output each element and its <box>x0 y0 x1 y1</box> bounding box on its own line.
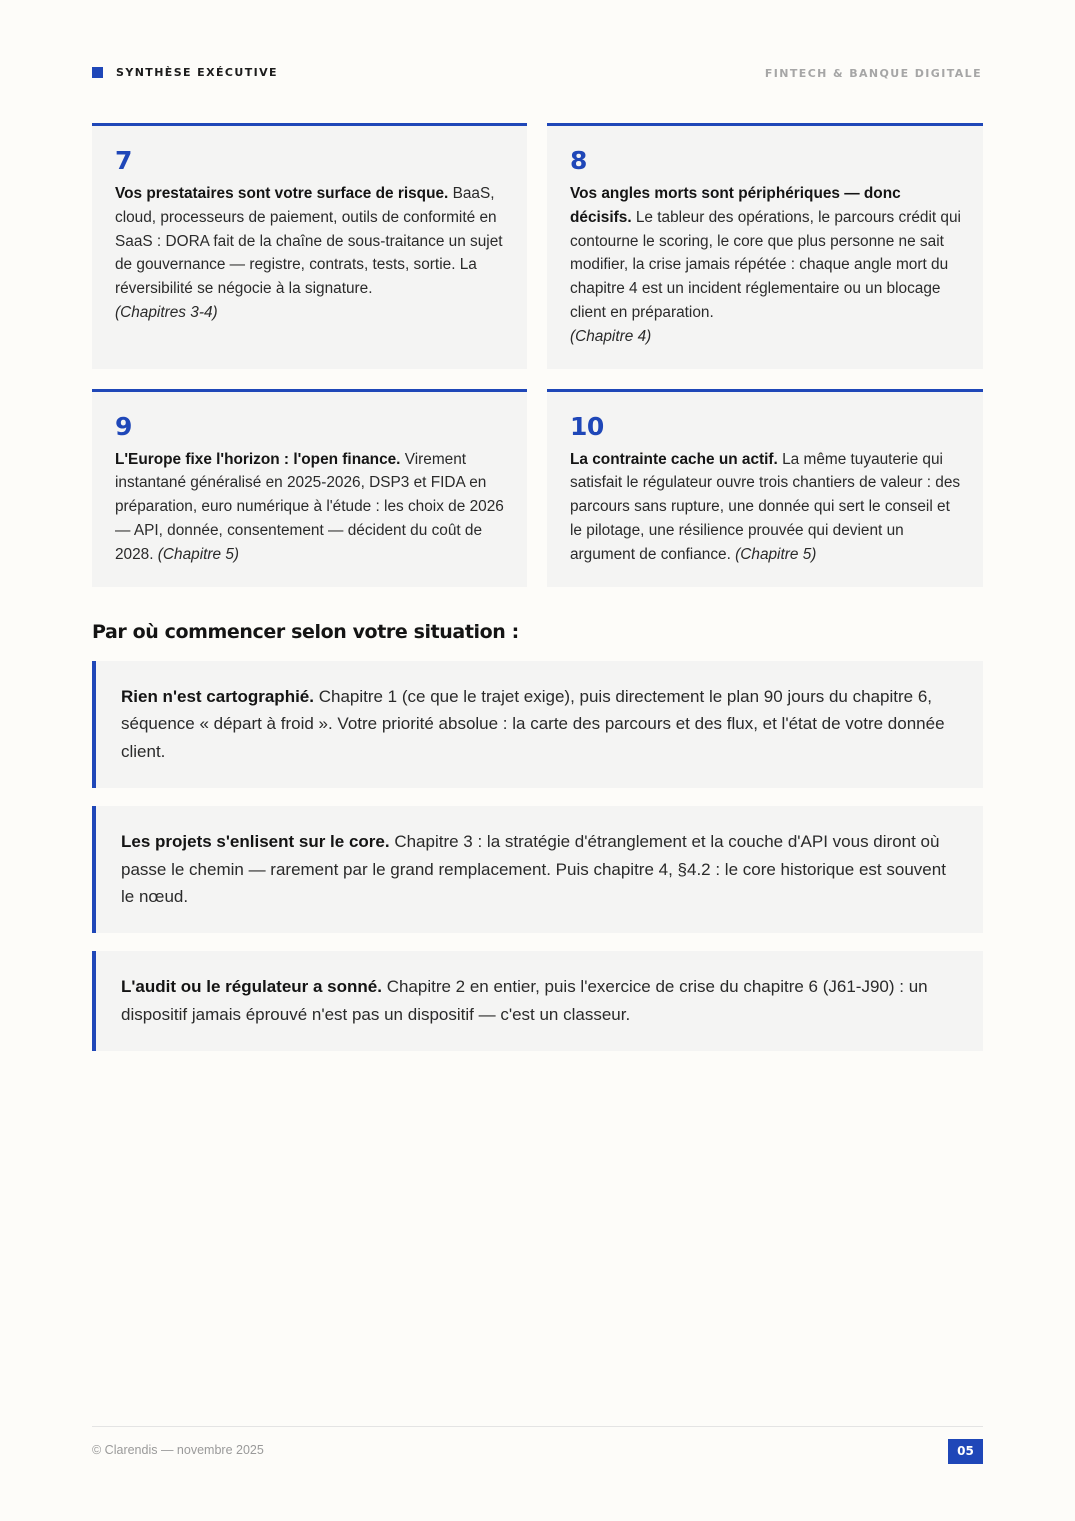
key-point-reference: (Chapitre 5) <box>735 545 817 563</box>
key-point-card <box>92 123 527 369</box>
page-number-badge: 05 <box>948 1439 983 1464</box>
key-point-text <box>570 448 961 567</box>
section-marker-square <box>92 67 103 78</box>
key-point-lead: Vos prestataires sont votre surface de risque. <box>115 185 449 202</box>
key-point-card <box>547 389 983 587</box>
section-label: SYNTHÈSE EXÉCUTIVE <box>116 66 278 79</box>
situation-lead: Rien n'est cartographié. <box>121 687 314 706</box>
page-header <box>92 66 982 82</box>
page-footer <box>92 1426 983 1458</box>
key-point-number: 10 <box>570 411 604 441</box>
situation-body: Chapitre 3 : la stratégie d'étranglement et la couche d'API vous diront où passe le chemin — rarement par le grand remplacement. Puis chapitre 4, §4.2 : le core historique est souvent le nœud. <box>121 832 946 907</box>
key-points-grid <box>92 123 983 587</box>
key-point-body: Le tableur des opérations, le parcours crédit qui contourne le scoring, le core que plus personne ne sait modifier, la crise jamais répétée : chaque angle mort du chapitre 4 est un incident réglementaire ou un blocage client en préparation. <box>570 208 961 321</box>
key-point-text <box>570 182 961 349</box>
situation-callout <box>92 951 983 1051</box>
key-point-body: Virement instantané généralisé en 2025-2026, DSP3 et FIDA en préparation, euro numérique à l'étude : les choix de 2026 — API, donnée, consentement — décident du coût de 2028. <box>115 450 504 563</box>
situation-body: Chapitre 1 (ce que le trajet exige), puis directement le plan 90 jours du chapitre 6, séquence « départ à froid ». Votre priorité absolue : la carte des parcours et des flux, et l'état de votre donnée client. <box>121 687 945 761</box>
key-point-card <box>92 389 527 587</box>
situation-callout <box>92 806 983 933</box>
situation-lead: Les projets s'enlisent sur le core. <box>121 832 390 852</box>
header-left <box>92 66 278 79</box>
key-point-reference: (Chapitres 3-4) <box>115 303 218 321</box>
section-title: Par où commencer selon votre situation : <box>92 621 519 643</box>
key-point-text <box>115 448 505 567</box>
situations-list <box>92 661 983 1069</box>
key-point-lead: Vos angles morts sont périphériques — donc décisifs. <box>570 185 901 226</box>
key-point-card <box>547 123 983 369</box>
key-point-reference: (Chapitre 5) <box>157 545 240 563</box>
situation-lead: L'audit ou le régulateur a sonné. <box>121 977 382 997</box>
key-point-lead: La contrainte cache un actif. <box>570 450 778 468</box>
key-point-number: 8 <box>570 146 587 175</box>
key-point-body: BaaS, cloud, processeurs de paiement, outils de conformité en SaaS : DORA fait de la chaîne de sous-traitance un sujet de gouvernance — registre, contrats, tests, sortie. La réversibilité se négocie à la signature. <box>115 185 503 298</box>
key-point-number: 9 <box>115 411 132 441</box>
copyright-text: © Clarendis — novembre 2025 <box>92 1443 264 1457</box>
situation-body: Chapitre 2 en entier, puis l'exercice de crise du chapitre 6 (J61-J90) : un dispositif jamais éprouvé n'est pas un dispositif — c'est un classeur. <box>121 977 928 1024</box>
key-point-text <box>115 182 505 325</box>
key-point-lead: L'Europe fixe l'horizon : l'open finance. <box>115 450 401 468</box>
situation-callout <box>92 661 983 788</box>
key-point-reference: (Chapitre 4) <box>570 327 652 345</box>
document-topic-label: FINTECH & BANQUE DIGITALE <box>764 67 982 80</box>
key-point-body: La même tuyauterie qui satisfait le régulateur ouvre trois chantiers de valeur : des parcours sans rupture, une donnée qui sert le conseil et le pilotage, une résilience prouvée qui devient un argument de confiance. <box>570 450 961 563</box>
key-point-number: 7 <box>115 146 132 175</box>
